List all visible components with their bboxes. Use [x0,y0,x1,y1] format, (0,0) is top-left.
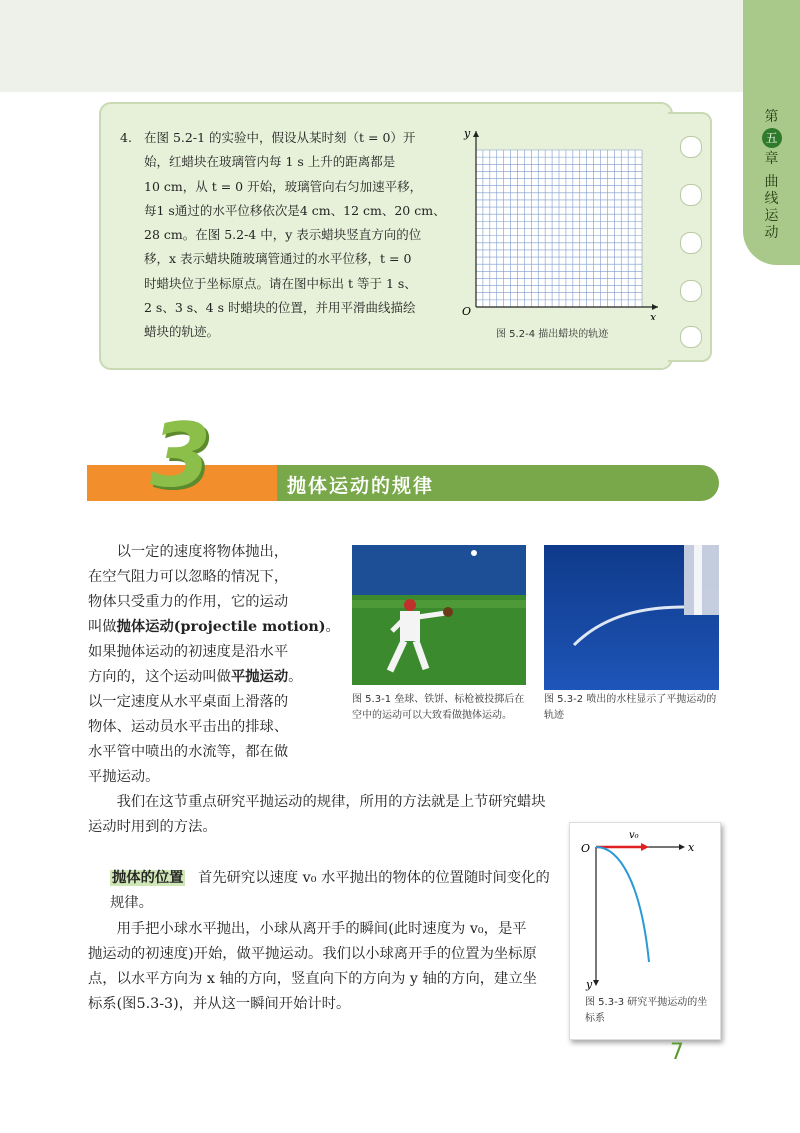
fig533-x-label: x [688,841,695,854]
header-band [0,0,743,92]
exercise-number: 4. [120,130,132,145]
photo-water-jet [544,545,719,690]
page-number: 7 [670,1040,684,1065]
exercise-line: 时蜡块位于坐标原点。请在图中标出 t 等于 1 s、 [144,275,417,291]
chapter-label [743,108,800,242]
exercise-line: 每1 s通过的水平位移依次是4 cm、12 cm、20 cm、 [144,202,446,218]
binder-ring [680,232,702,254]
figure-5-3-2-caption: 图 5.3-2 喷出的水柱显示了平抛运动的轨迹 [544,694,717,721]
fig533-x-arrow [679,844,685,850]
exercise-line: 2 s、3 s、4 s 时蜡块的位置，并用平滑曲线描绘 [144,300,416,316]
fig533-y-arrow [593,980,599,986]
exercise-line-1: 4. 在图 5.2-1 的实验中，假设从某时刻（t = 0）开 [120,126,465,150]
exercise-line: 移，x 表示蜡块随玻璃管通过的水平位移，t = 0 [144,251,412,267]
intro-paragraph: 以一定的速度将物体抛出， 在空气阻力可以忽略的情况下， 物体只受重力的作用，它的运动 叫做抛体运动(projectile motion)。 如果抛体运动的初速度是沿水平 方向的，这个运动叫做平抛运动。 以一定速度从水平桌面上滑落的 物体、运动员水平击出的排球、 水平管中喷出的水流等，都在做 平抛运动。 [88,544,340,785]
exercise-line: 10 cm，从 t = 0 开始，玻璃管向右匀加速平移， [144,178,423,194]
y-axis-arrow [473,131,479,137]
figure-5-2-4-caption: 图 5.2-4 描出蜡块的轨迹 [496,329,609,340]
fig533-y-label: y [586,978,593,991]
figure-5-3-3-diagram [569,822,719,992]
binder-ring [680,184,702,206]
fig533-velocity-arrowhead [641,843,649,851]
figure-5-3-3-caption: 图 5.3-3 研究平抛运动的坐标系 [585,997,708,1024]
section-title: 抛体运动的规律 [287,475,435,497]
chapter-number-badge: 五 [762,128,782,148]
coordinate-paragraph: 用手把小球水平抛出，小球从离开手的瞬间(此时速度为 v₀，是平抛运动的初速度)开始，做平抛运动。我们以小球离开手的位置为坐标原点，以水平方向为 x 轴的方向，竖直向下的方向为 y 轴的方向，建立坐标系(图5.3-3)，并从这一瞬间开始计时。 [88,921,537,1012]
origin-label: O [462,305,472,318]
figure-5-3-1-caption: 图 5.3-1 垒球、铁饼、标枪被投掷后在空中的运动可以大致看做抛体运动。 [352,694,525,721]
blank-grid-figure [460,125,665,320]
x-axis-label: x [650,311,657,320]
exercise-text [120,126,465,345]
exercise-line: 28 cm。在图 5.2-4 中，y 表示蜡块竖直方向的位 [144,227,422,243]
exercise-line: 蜡块的轨迹。 [144,324,220,340]
term-projectile-motion: 抛体运动 [116,619,174,635]
binder-rings [668,112,712,362]
chapter-suffix: 章 [764,151,779,167]
binder-ring [680,136,702,158]
subheading-projectile-position: 抛体的位置 [112,870,184,886]
exercise-line: 始，红蜡块在玻璃管内每 1 s 上升的距离都是 [144,154,396,170]
position-paragraph: 抛体的位置 首先研究以速度 v₀ 水平抛出的物体的位置随时间变化的规律。 [110,870,550,911]
term-horizontal-projectile: 平抛运动 [230,669,289,685]
section-number: 3 [150,404,212,507]
method-paragraph: 我们在这节重点研究平抛运动的规律，所用的方法就是上节研究蜡块运动时用到的方法。 [88,794,546,835]
chapter-prefix: 第 [764,109,779,125]
binder-ring [680,280,702,302]
chapter-tab[interactable] [743,0,800,265]
fig533-trajectory [596,847,649,962]
fig533-v0-label: v₀ [629,830,639,841]
x-axis-arrow [652,304,658,310]
fig533-origin-label: O [581,842,591,855]
photo-baseball-pitcher [352,545,526,685]
chapter-title: 曲线运动 [764,174,779,241]
binder-ring [680,326,702,348]
y-axis-label: y [464,127,471,140]
